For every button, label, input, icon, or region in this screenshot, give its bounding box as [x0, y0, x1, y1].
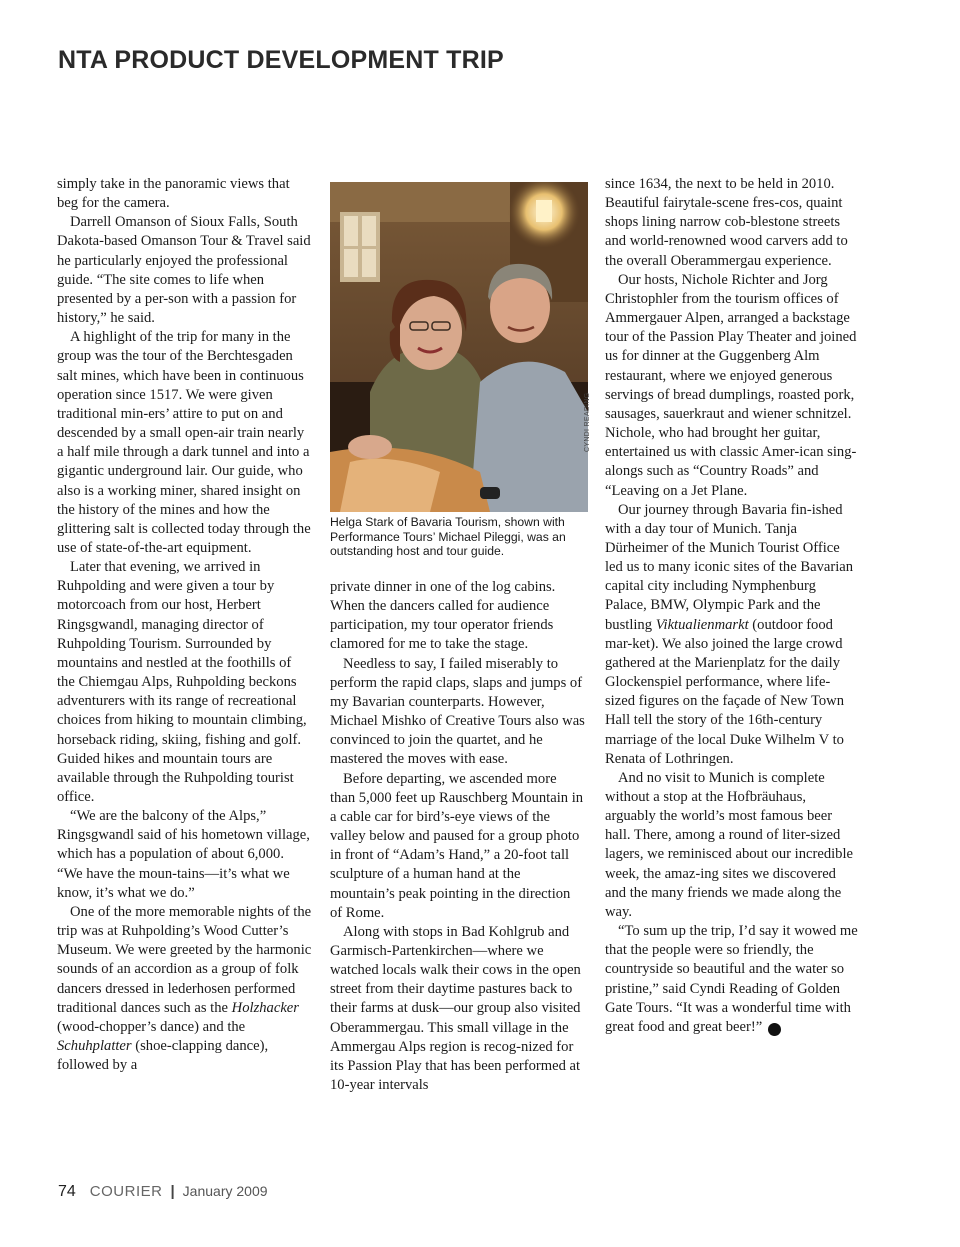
- page-header: NTA PRODUCT DEVELOPMENT TRIP: [58, 46, 504, 74]
- footer-separator: |: [170, 1183, 175, 1200]
- paragraph: Needless to say, I failed miserably to perform the rapid claps, slaps and jumps of my Bavarian counterparts. However, Michael Mishko of Creative Tours also was convinced to join the quartet, and he mastered the moves with ease.: [330, 655, 585, 768]
- photo-caption: Helga Stark of Bavaria Tourism, shown with Performance Tours’ Michael Pileggi, was an outstanding host and tour guide.: [330, 515, 566, 558]
- paragraph: “We are the balcony of the Alps,” Ringsgwandl said of his hometown village, which has a population of about 6,000. “We have the moun-tains—it’s what we know, it’s what we do.”: [57, 808, 310, 901]
- paragraph: A highlight of the trip for many in the group was the tour of the Berchtesgaden salt mines, which have been in continuous operation since 1517. We were given traditional min-ers’ attire to put on and descended by a small open-air train nearly a half mile through a dark tunnel and into a gigantic underground lair. Our guide, who also is a working miner, shared insight on the history of the mines and how the glittering salt is collected today through the use of state-of-the-art equipment.: [57, 329, 311, 556]
- paragraph: Before departing, we ascended more than 5,000 feet up Rauschberg Mountain in a cable car for bird’s-eye views of the valley below and paused for a group photo in front of “Adam’s Hand,” a 20-foot tall sculpture of a human hand at the mountain’s peak pointing in the direction of Rome.: [330, 770, 584, 921]
- photo-credit: CYNDI READING: [584, 392, 591, 452]
- paragraph: Our hosts, Nichole Richter and Jorg Christophler from the tourism offices of Ammergauer Alpen, arranged a backstage tour of the Passion Play Theater and joined us for dinner at the Guggenberg Alm restaurant, where we enjoyed generous servings of bread dumplings, roasted pork, sausages, sauerkraut and wiener schnitzel. Nichole, who had brought her guitar, entertained us with classic Amer-ican sing-alongs such as “Country Roads” and “Leaving on a Jet Plane.: [605, 271, 857, 499]
- paragraph: And no visit to Munich is complete without a stop at the Hofbräuhaus, arguably the world’s most famous beer hall. There, among a round of liter-sized lagers, we reminisced about our incredible week, the amaz-ing sites we discovered and the many friends we made along the way.: [605, 769, 854, 920]
- issue-date: January 2009: [182, 1183, 268, 1199]
- paragraph: Our journey through Bavaria fin-ished with a day tour of Munich. Tanja Dürheimer of the Munich Tourist Office led us to many iconic sites of the Bavarian capital city including Nymphenburg Palace, BMW, Olympic Park and the bustling Viktualienmarkt (outdoor food mar-ket). We also joined the large crowd gathered at the Marienplatz for the daily Glockenspiel performance, where life-sized figures on the façade of New Town Hall tell the story of the 16th-century marriage of the local Duke Wilhelm V to Renata of Lothringen.: [605, 501, 854, 767]
- article-photo: [330, 182, 588, 512]
- paragraph: One of the more memorable nights of the trip was at Ruhpolding’s Wood Cutter’s Museum. We were greeted by the harmonic sounds of an accordion as a group of folk dancers dressed in lederhosen performed traditional dances such as the Holzhacker (wood-chopper’s dance) and the Schuhplatter (shoe-clapping dance), followed by a: [57, 903, 312, 1074]
- page-footer: [58, 1183, 268, 1201]
- article-column-1: [57, 175, 312, 1075]
- publication-name: COURIER: [89, 1183, 163, 1200]
- paragraph: Along with stops in Bad Kohlgrub and Garmisch-Partenkirchen—where we watched locals walk their cows in the open street from their daytime pastures back to their farms at dusk—our group also visited Oberammergau. This small village in the Ammergau Alps region is recog-nized for its Passion Play that has been performed at 10-year intervals: [330, 923, 581, 1094]
- paragraph: private dinner in one of the log cabins. When the dancers called for audience participation, my tour operator friends clamored for me to take the stage.: [330, 579, 556, 653]
- end-mark-icon: C: [768, 1023, 781, 1036]
- paragraph: Darrell Omanson of Sioux Falls, South Dakota-based Omanson Tour & Travel said he particularly enjoyed the professional guide. “The site comes to life when presented by a per-son with a passion for history,” he said.: [57, 214, 311, 327]
- page-number: 74: [58, 1183, 76, 1200]
- article-column-3: [605, 175, 860, 1037]
- paragraph: Later that evening, we arrived in Ruhpolding and were given a tour by motorcoach from our host, Herbert Ringsgwandl, managing director of Ruhpolding Tourism. Surrounded by mountains and nestled at the foothills of the Chiemgau Alps, Ruhpolding beckons adventurers with its range of recreational choices from hiking to mountain climbing, horseback riding, skiing, fishing and golf. Guided hikes and mountain tours are available through the Ruhpolding tourist office.: [57, 559, 307, 805]
- article-column-2: [330, 578, 585, 1095]
- paragraph: simply take in the panoramic views that beg for the camera.: [57, 176, 290, 212]
- paragraph: since 1634, the next to be held in 2010. Beautiful fairytale-scene fres-cos, quaint shops lining narrow cob-blestone streets and world-renowned wood carvers add to the overall Oberammergau experience.: [605, 176, 848, 269]
- paragraph: “To sum up the trip, I’d say it wowed me that the people were so friendly, the countryside so beautiful and the water so pristine,” said Cyndi Reading of Golden Gate Tours. “It was a wonderful time with great food and great beer!” C: [605, 923, 858, 1035]
